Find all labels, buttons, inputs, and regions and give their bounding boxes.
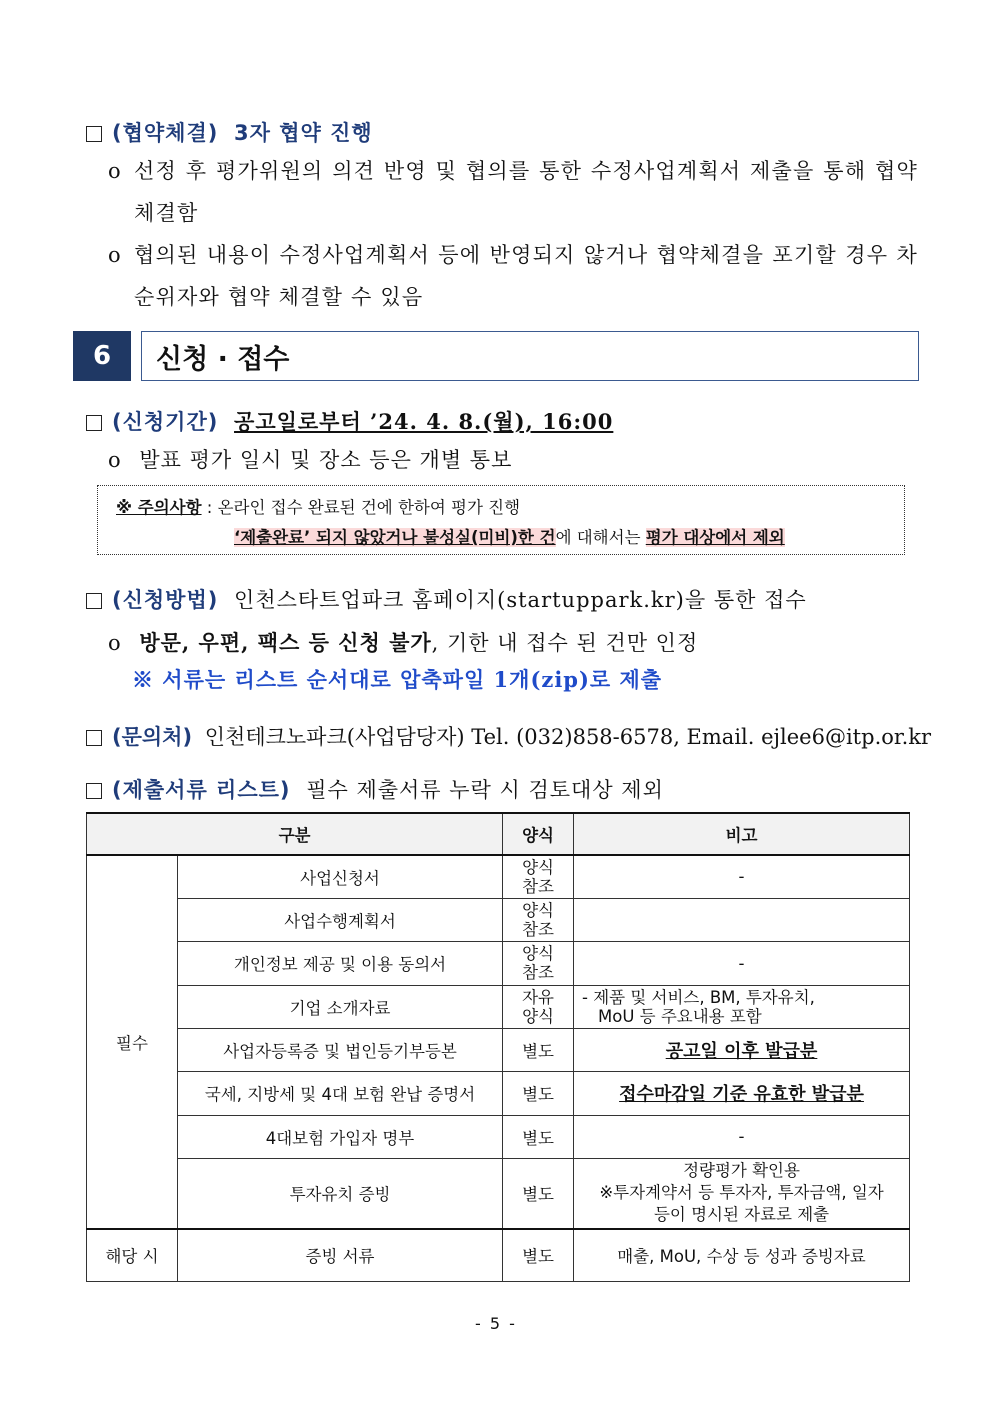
bullet-o-icon: o	[108, 448, 122, 472]
agreement-bullet-2: o 협의된 내용이 수정사업계획서 등에 반영되지 않거나 협약체결을 포기할 경우 차순위자와 협약 체결할 수 있음	[108, 234, 918, 318]
notice-highlight: ‘제출완료’ 되지 않았거나 불성실(미비)한 건	[234, 528, 556, 547]
notice-exclusion: 평가 대상에서 제외	[645, 528, 785, 547]
doc-name: 투자유치 증빙	[178, 1158, 503, 1229]
header-category: 구분	[87, 813, 503, 855]
table-row-optional	[87, 1229, 910, 1281]
agreement-bullet-1: o 선정 후 평가위원의 의견 반영 및 협의를 통한 수정사업계획서 제출을 통해 협약 체결함	[108, 150, 918, 234]
doc-form: 별도	[503, 1229, 574, 1281]
doc-note: 공고일 이후 발급분	[574, 1028, 910, 1071]
checkbox-square-icon	[86, 126, 102, 142]
checkbox-square-icon	[86, 783, 102, 799]
doc-name: 증빙 서류	[178, 1229, 503, 1281]
checkbox-square-icon	[86, 593, 102, 609]
doc-note: -	[574, 1115, 910, 1158]
checkbox-square-icon	[86, 415, 102, 431]
doc-note: 정량평가 확인용 ※투자계약서 등 투자자, 투자금액, 일자 등이 명시된 자료로 제출	[574, 1158, 910, 1229]
notice-line-1: : 온라인 접수 완료된 건에 한하여 평가 진행	[201, 498, 521, 517]
doc-form: 자유 양식	[503, 985, 574, 1028]
period-heading: (신청기간) 공고일로부터 ’24. 4. 8.(월), 16:00	[86, 406, 613, 436]
doc-note: 매출, MoU, 수상 등 성과 증빙자료	[574, 1229, 910, 1281]
doc-form: 별도	[503, 1028, 574, 1071]
method-text: 인천스타트업파크 홈페이지(startuppark.kr)을 통한 접수	[234, 588, 807, 612]
doc-name: 사업신청서	[178, 855, 503, 898]
method-heading: (신청방법) 인천스타트업파크 홈페이지(startuppark.kr)을 통한 접수	[86, 584, 807, 614]
doc-name: 기업 소개자료	[178, 985, 503, 1028]
doc-note	[574, 898, 910, 941]
page-number: - 5 -	[475, 1314, 517, 1333]
header-note: 비고	[574, 813, 910, 855]
doc-note: -	[574, 941, 910, 985]
checkbox-square-icon	[86, 730, 102, 746]
doc-form: 양식 참조	[503, 898, 574, 941]
section-title: 신청 · 접수	[141, 331, 919, 381]
period-text: 공고일로부터 ’24. 4. 8.(월), 16:00	[234, 409, 614, 434]
bullet-o-icon: o	[108, 631, 122, 655]
bullet-o-icon: o	[108, 243, 122, 267]
required-label: 필수	[87, 855, 178, 1229]
doc-name: 사업자등록증 및 법인등기부등본	[178, 1028, 503, 1071]
doc-note: - 제품 및 서비스, BM, 투자유치, MoU 등 주요내용 포함	[574, 985, 910, 1028]
table-row	[87, 898, 910, 941]
table-row	[87, 1158, 910, 1229]
table-row	[87, 1028, 910, 1071]
agreement-heading: (협약체결) 3자 협약 진행	[86, 117, 373, 147]
section-number: 6	[73, 331, 131, 381]
docs-heading: (제출서류 리스트) 필수 제출서류 누락 시 검토대상 제외	[86, 774, 664, 804]
period-bullet: o 발표 평가 일시 및 장소 등은 개별 통보	[108, 448, 513, 472]
bullet-o-icon: o	[108, 159, 122, 183]
notice-box: ※ 주의사항 : 온라인 접수 완료된 건에 한하여 평가 진행 ‘제출완료’ 되지 않았거나 불성실(미비)한 건에 대해서는 평가 대상에서 제외	[97, 485, 905, 555]
doc-name: 개인정보 제공 및 이용 동의서	[178, 941, 503, 985]
doc-form: 별도	[503, 1115, 574, 1158]
doc-form: 별도	[503, 1158, 574, 1229]
doc-note: -	[574, 855, 910, 898]
table-row	[87, 855, 910, 898]
doc-form: 별도	[503, 1071, 574, 1115]
doc-name: 사업수행계획서	[178, 898, 503, 941]
contact-line: (문의처) 인천테크노파크(사업담당자) Tel. (032)858-6578, Email. ejlee6@itp.or.kr	[86, 721, 931, 751]
table-row	[87, 985, 910, 1028]
submission-docs-table	[86, 812, 910, 1282]
doc-name: 국세, 지방세 및 4대 보험 완납 증명서	[178, 1071, 503, 1115]
doc-name: 4대보험 가입자 명부	[178, 1115, 503, 1158]
agreement-heading-text: 3자 협약 진행	[234, 121, 373, 145]
header-form: 양식	[503, 813, 574, 855]
method-note: ※ 서류는 리스트 순서대로 압축파일 1개(zip)로 제출	[132, 667, 663, 692]
doc-form: 양식 참조	[503, 855, 574, 898]
contact-text: 인천테크노파크(사업담당자) Tel. (032)858-6578, Email. ejlee6@itp.or.kr	[204, 725, 932, 749]
doc-note: 접수마감일 기준 유효한 발급분	[574, 1071, 910, 1115]
doc-form: 양식 참조	[503, 941, 574, 985]
notice-label: ※ 주의사항	[116, 498, 202, 517]
docs-heading-text: 필수 제출서류 누락 시 검토대상 제외	[306, 778, 664, 802]
optional-label: 해당 시	[87, 1229, 178, 1281]
table-row	[87, 941, 910, 985]
table-header-row	[87, 813, 910, 855]
table-row	[87, 1071, 910, 1115]
method-bullet: o 방문, 우편, 팩스 등 신청 불가, 기한 내 접수 된 건만 인정	[108, 630, 699, 655]
table-row	[87, 1115, 910, 1158]
